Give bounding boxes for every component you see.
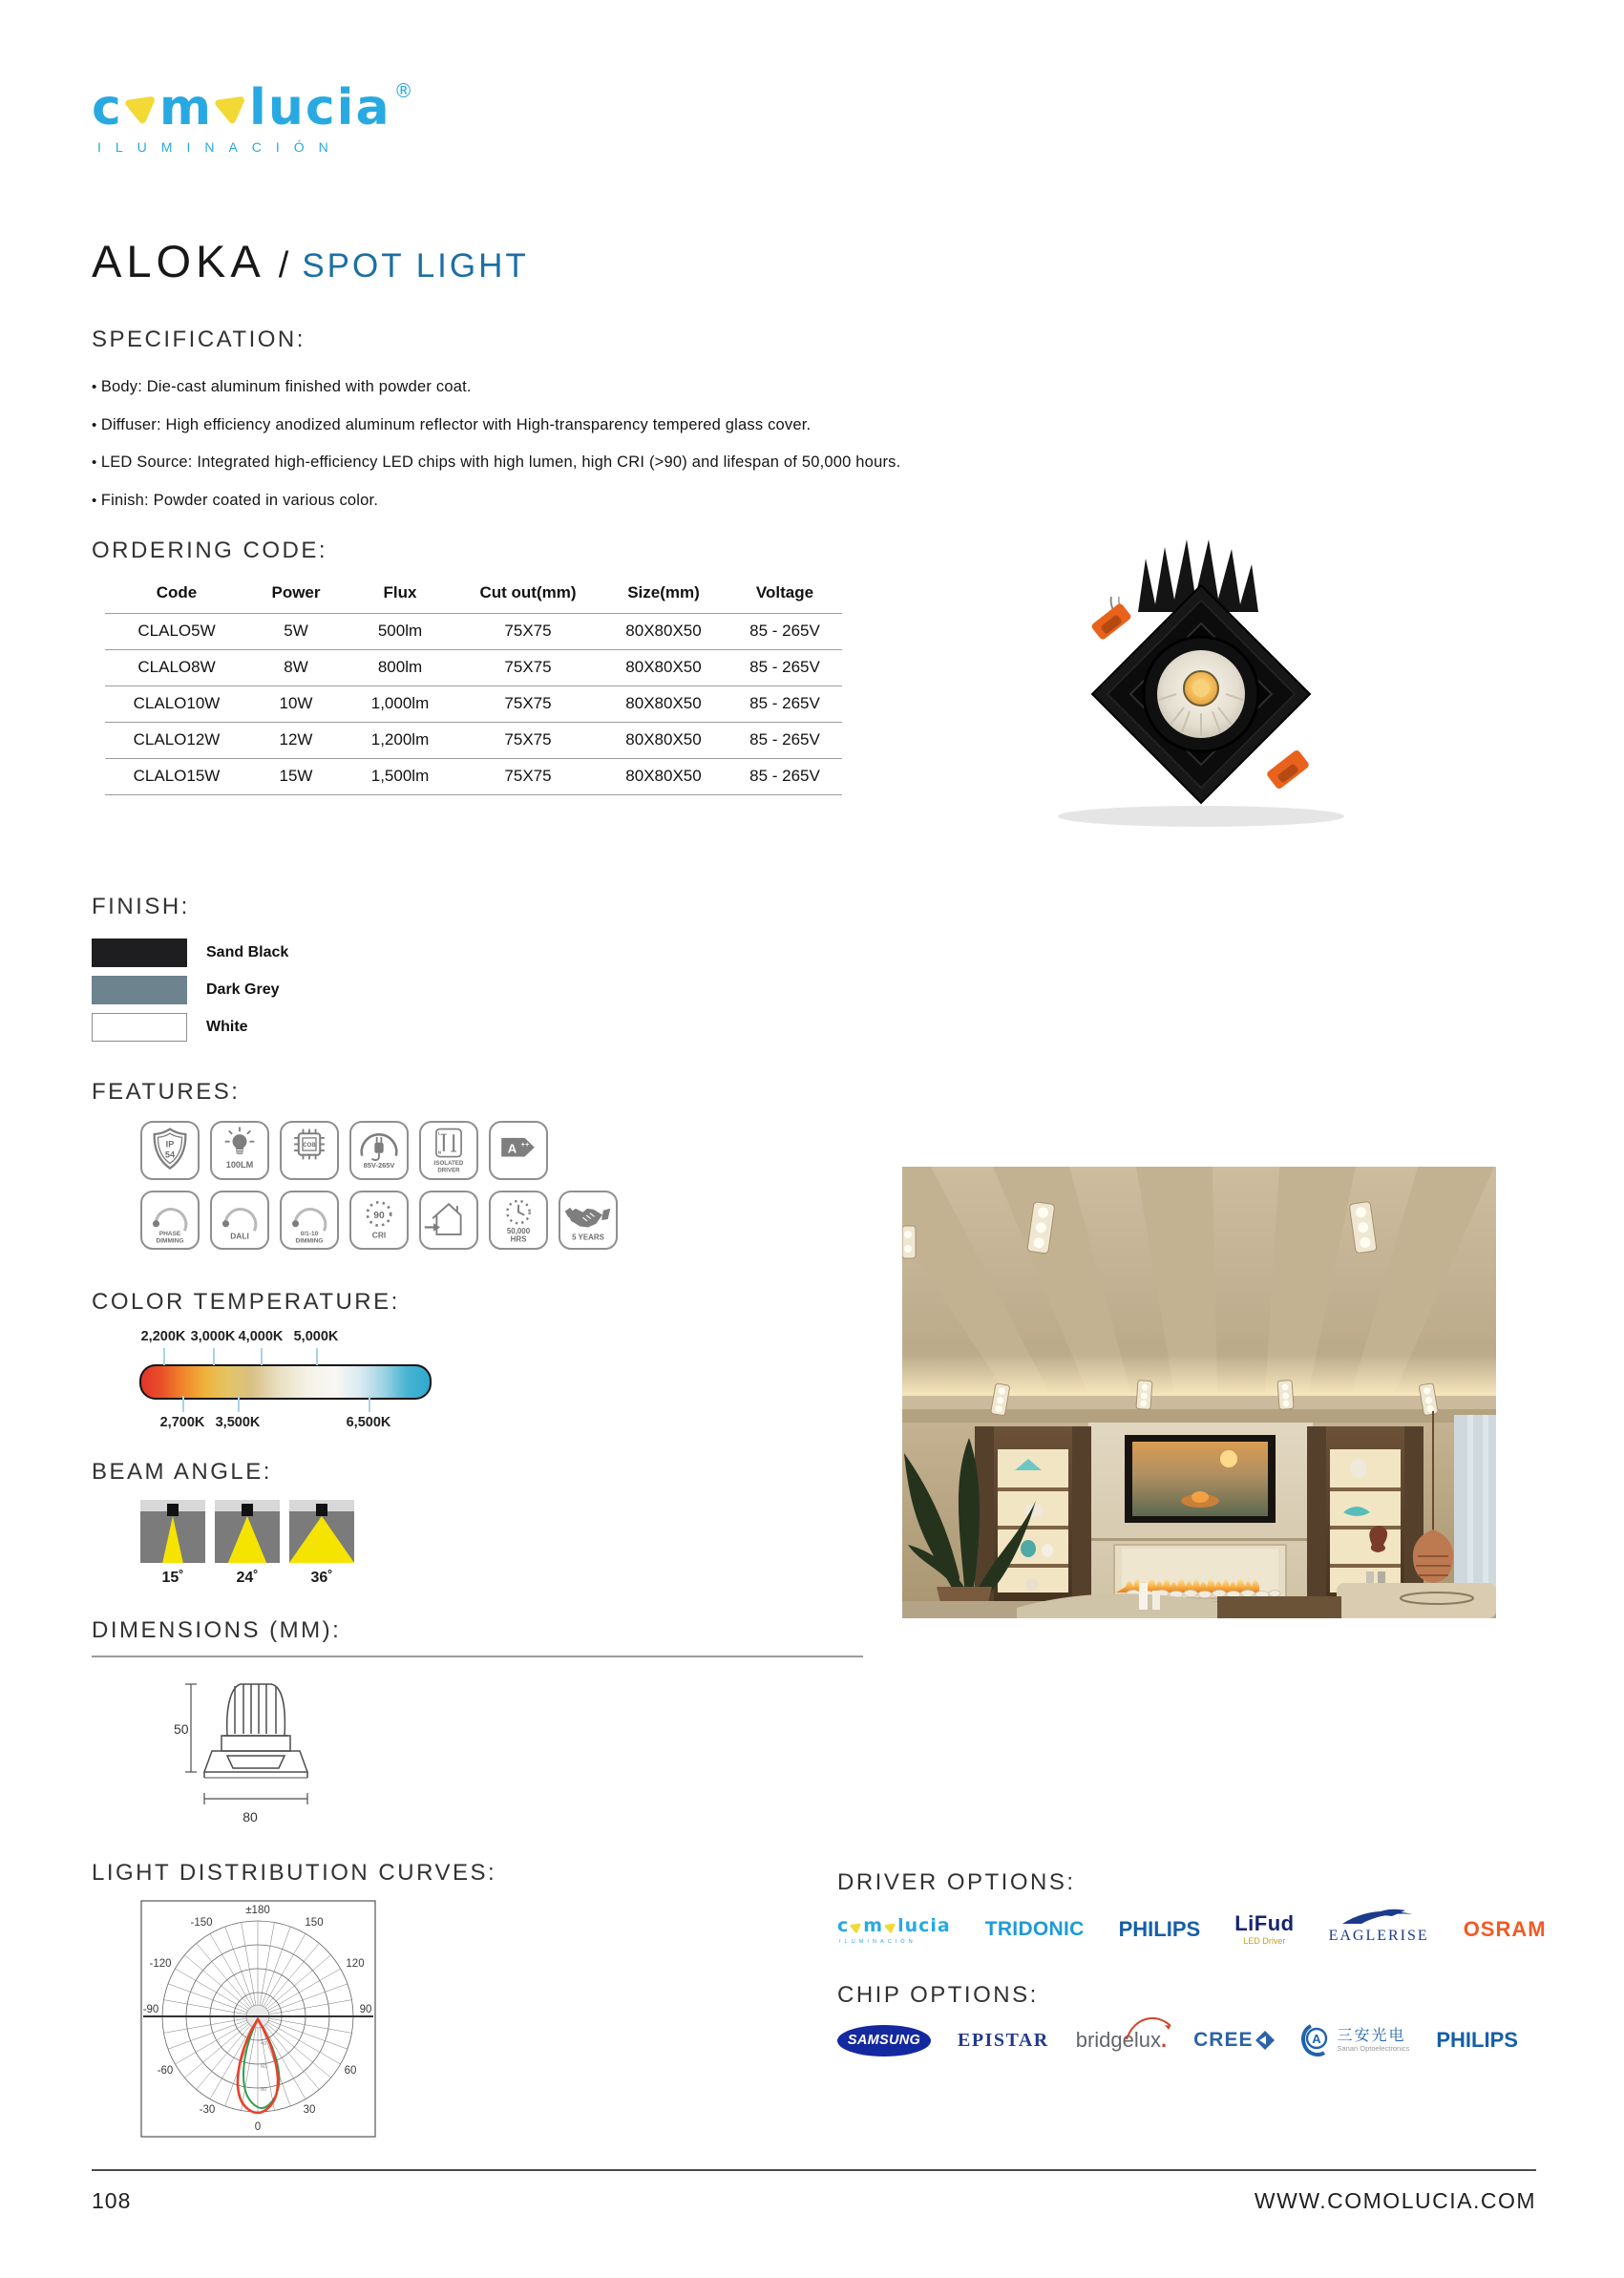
dimensions-section: [92, 1617, 867, 1840]
svg-text:ISOLATED: ISOLATED: [433, 1159, 464, 1167]
polar-label: 60: [344, 2065, 357, 2077]
beam-angle-section: [92, 1459, 354, 1587]
footer-divider: [92, 2169, 1536, 2171]
logo-triangle-icon: [211, 84, 252, 138]
polar-label: 120: [346, 1958, 365, 1970]
polar-label: 150: [305, 1917, 324, 1929]
driver-options-section: [837, 1869, 1547, 1946]
svg-text:50,000: 50,000: [506, 1227, 531, 1236]
sanan-a-icon: [1301, 2024, 1330, 2057]
light-distribution-heading: LIGHT DISTRIBUTION CURVES:: [92, 1860, 497, 1886]
table-cell: 1,500lm: [344, 759, 456, 795]
dimensions-heading: DIMENSIONS (MM):: [92, 1617, 342, 1643]
table-cell: 80X80X50: [600, 759, 728, 795]
cree-logo: CREE: [1193, 2029, 1275, 2052]
svg-text:L: L: [438, 1130, 441, 1136]
column-header: Code: [156, 583, 198, 601]
epistar-logo: EPISTAR: [958, 2029, 1049, 2051]
voltage-feature-icon: [349, 1121, 409, 1180]
table-cell: CLALO5W: [105, 614, 248, 650]
beam-angle-item: [215, 1500, 280, 1587]
specification-list: [92, 369, 1237, 519]
logo-letter: m: [158, 79, 214, 137]
table-cell: 1,000lm: [344, 686, 456, 723]
finish-option: [92, 971, 288, 1008]
logo-letter: lucia: [249, 79, 391, 137]
beam-angle-diagram: [289, 1500, 354, 1563]
beam-angle-items: [140, 1500, 354, 1587]
table-cell: 1,200lm: [344, 723, 456, 759]
width-dimension: 80: [243, 1809, 258, 1825]
beam-angle-diagram: [140, 1500, 205, 1563]
kelvin-label: 5,000K: [293, 1329, 339, 1344]
table-cell: 5W: [248, 614, 344, 650]
dial-feature-icon: [280, 1191, 339, 1250]
dimension-drawing: [174, 1673, 355, 1835]
svg-text:85V-265V: 85V-265V: [363, 1161, 395, 1171]
comolucia-logo: c m lucia ILUMINACIÓN: [837, 1915, 951, 1945]
table-cell: CLALO8W: [105, 650, 248, 686]
bridgelux-arc-icon: [1125, 2013, 1174, 2047]
isolated-feature-icon: [419, 1121, 478, 1180]
polar-label: 0: [254, 2121, 262, 2133]
finish-section: [92, 894, 288, 1045]
mounting-clip: [1090, 602, 1132, 641]
energy-feature-icon: [489, 1121, 548, 1180]
driver-logos: [837, 1911, 1547, 1946]
chip-logos: [837, 2024, 1582, 2057]
finish-swatch: [92, 939, 187, 967]
beam-angle-label: 36˚: [310, 1570, 333, 1586]
spec-bullet: • Diffuser: High efficiency anodized aluminum reflector with High-transparency tempered glass cover.: [92, 407, 1237, 445]
driver-options-heading: DRIVER OPTIONS:: [837, 1869, 1076, 1895]
features-section: [92, 1079, 618, 1260]
table-row: [105, 650, 842, 686]
svg-text:DALI: DALI: [230, 1231, 249, 1241]
handshake-feature-icon: [559, 1191, 618, 1250]
product-photo: [1031, 509, 1375, 838]
chip-options-section: [837, 1982, 1582, 2057]
column-header: Cut out(mm): [479, 583, 577, 601]
table-cell: 12W: [248, 723, 344, 759]
lumen-feature-icon: [210, 1121, 269, 1180]
beam-angle-heading: BEAM ANGLE:: [92, 1459, 272, 1485]
philips-logo: PHILIPS: [1118, 1917, 1201, 1941]
finish-label: Sand Black: [206, 943, 289, 960]
section-divider: [92, 1656, 863, 1657]
table-cell: 8W: [248, 650, 344, 686]
beam-angle-diagram: [215, 1500, 280, 1563]
bridgelux-logo: bridgelux.: [1076, 2028, 1167, 2053]
polar-chart: [140, 1900, 377, 2139]
color-temperature-gradient: [139, 1364, 432, 1400]
svg-text:5 YEARS: 5 YEARS: [572, 1233, 604, 1242]
svg-text:100LM: 100LM: [225, 1160, 254, 1171]
finish-option: [92, 934, 288, 971]
kelvin-label: 6,500K: [346, 1415, 391, 1430]
dial-feature-icon: [140, 1191, 200, 1250]
chip-options-heading: CHIP OPTIONS:: [837, 1982, 1039, 2008]
cree-diamond-icon: [1255, 2031, 1275, 2050]
table-cell: 75X75: [456, 723, 600, 759]
kelvin-tick: [163, 1348, 165, 1365]
product-category: SPOT LIGHT: [302, 247, 529, 285]
table-cell: 10W: [248, 686, 344, 723]
finish-label: White: [206, 1018, 248, 1035]
ordering-section: [92, 538, 842, 795]
sanan-logo: A 三安光电 Sanan Optoelectronics: [1301, 2024, 1409, 2057]
tridonic-logo: TRIDONIC: [984, 1918, 1085, 1940]
ordering-table: [105, 574, 842, 795]
dial-feature-icon: [210, 1191, 269, 1250]
svg-text:++: ++: [520, 1139, 530, 1149]
table-cell: 15W: [248, 759, 344, 795]
table-cell: 75X75: [456, 614, 600, 650]
spec-bullet: • LED Source: Integrated high-efficiency LED chips with high lumen, high CRI (>90) and lifespan of 50,000 hours.: [92, 444, 1237, 482]
polar-label: -60: [157, 2065, 174, 2077]
svg-text:80: 80: [261, 2087, 267, 2093]
polar-label: ±180: [245, 1905, 270, 1916]
table-cell: 75X75: [456, 686, 600, 723]
brand-logo: [92, 79, 415, 155]
page-title: [92, 235, 529, 287]
polar-label: -150: [190, 1917, 213, 1929]
osram-logo: OSRAM: [1463, 1917, 1547, 1941]
table-cell: 85 - 265V: [728, 686, 842, 723]
svg-text:N: N: [437, 1150, 442, 1155]
eagle-icon: [1337, 1907, 1419, 1932]
features-row-2: [140, 1191, 618, 1250]
ordering-heading: ORDERING CODE:: [92, 538, 328, 563]
svg-text:COB: COB: [303, 1142, 316, 1149]
title-separator: /: [278, 245, 289, 285]
header-row: [105, 574, 842, 614]
cob-feature-icon: [280, 1121, 339, 1180]
column-header: Flux: [383, 583, 417, 601]
polar-label: 90: [359, 2004, 372, 2015]
website-link[interactable]: WWW.COMOLUCIA.COM: [1254, 2188, 1536, 2213]
indoor-feature-icon: [419, 1191, 478, 1250]
table-cell: 85 - 265V: [728, 759, 842, 795]
height-dimension: 50: [174, 1721, 189, 1737]
finish-options: [92, 934, 288, 1045]
column-header: Size(mm): [627, 583, 700, 601]
registered-mark: ®: [393, 79, 415, 102]
samsung-logo: SAMSUNG: [837, 2025, 931, 2057]
features-heading: FEATURES:: [92, 1079, 241, 1105]
finish-heading: FINISH:: [92, 894, 190, 919]
table-row: [105, 686, 842, 723]
kelvin-tick: [261, 1348, 263, 1365]
table-row: [105, 614, 842, 650]
product-shadow: [1058, 806, 1344, 827]
page-number: 108: [92, 2188, 132, 2213]
table-cell: 85 - 265V: [728, 723, 842, 759]
svg-text:40: 40: [261, 2041, 267, 2047]
svg-text:IP: IP: [165, 1139, 175, 1150]
brand-subtitle: ILUMINACIÓN: [97, 139, 343, 155]
polar-label: 30: [303, 2104, 316, 2116]
led-center: [1192, 680, 1210, 697]
column-header: Power: [271, 583, 321, 601]
svg-text:0/1-10: 0/1-10: [300, 1230, 319, 1237]
svg-text:PHASE: PHASE: [158, 1230, 181, 1237]
color-temperature-section: [92, 1289, 531, 1451]
svg-text:90: 90: [373, 1210, 385, 1221]
kelvin-tick: [316, 1348, 318, 1365]
table-cell: 80X80X50: [600, 614, 728, 650]
column-header: Voltage: [755, 583, 814, 601]
svg-text:60: 60: [261, 2064, 267, 2070]
beam-angle-item: [289, 1500, 354, 1587]
cri-feature-icon: [349, 1191, 409, 1250]
spec-bullet: • Finish: Powder coated in various color.: [92, 482, 1237, 520]
polar-label: -90: [142, 2004, 159, 2015]
philips-logo: PHILIPS: [1436, 2028, 1518, 2052]
ordering-table-head: [105, 574, 842, 614]
light-distribution-section: [92, 1860, 496, 2143]
kelvin-label: 2,700K: [159, 1415, 205, 1430]
eaglerise-logo: EAGLERISE: [1329, 1914, 1429, 1945]
beam-angle-label: 24˚: [236, 1570, 259, 1586]
finish-swatch: [92, 976, 187, 1004]
brand-wordmark: [92, 79, 415, 137]
kelvin-label: 3,000K: [190, 1329, 236, 1344]
table-cell: 500lm: [344, 614, 456, 650]
svg-text:DIMMING: DIMMING: [156, 1237, 184, 1245]
spec-bullet: • Body: Die-cast aluminum finished with powder coat.: [92, 369, 1237, 407]
lifestyle-photo: [902, 1167, 1496, 1618]
beam-angle-item: [140, 1500, 205, 1587]
kelvin-tick: [238, 1396, 240, 1412]
finish-option: [92, 1008, 288, 1045]
hours-feature-icon: [489, 1191, 548, 1250]
svg-text:DIMMING: DIMMING: [295, 1237, 324, 1245]
specification-heading: SPECIFICATION:: [92, 327, 306, 352]
table-row: [105, 723, 842, 759]
svg-text:DRIVER: DRIVER: [437, 1167, 460, 1174]
logo-triangle-icon: [120, 84, 161, 138]
table-cell: 75X75: [456, 759, 600, 795]
svg-text:HRS: HRS: [510, 1234, 527, 1244]
lifud-logo: LiFud LED Driver: [1234, 1911, 1295, 1946]
kelvin-tick: [213, 1348, 215, 1365]
table-cell: 75X75: [456, 650, 600, 686]
color-temperature-heading: COLOR TEMPERATURE:: [92, 1289, 400, 1315]
table-cell: 80X80X50: [600, 650, 728, 686]
svg-text:A: A: [507, 1141, 517, 1156]
kelvin-label: 4,000K: [238, 1329, 284, 1344]
kelvin-label: 2,200K: [140, 1329, 186, 1344]
table-cell: 800lm: [344, 650, 456, 686]
finish-label: Dark Grey: [206, 981, 280, 998]
svg-text:54: 54: [164, 1150, 176, 1160]
mounting-clip: [1266, 749, 1311, 790]
kelvin-tick: [182, 1396, 184, 1412]
polar-label: -30: [199, 2104, 216, 2116]
product-name: ALOKA: [92, 236, 265, 286]
finish-swatch: [92, 1013, 187, 1042]
ordering-table-body: [105, 614, 842, 795]
kelvin-tick: [369, 1396, 370, 1412]
table-cell: 85 - 265V: [728, 650, 842, 686]
specification-section: [92, 327, 1237, 519]
beam-angle-label: 15˚: [161, 1570, 184, 1586]
kelvin-label: 3,500K: [215, 1415, 261, 1430]
table-cell: CLALO10W: [105, 686, 248, 723]
svg-text:A: A: [1312, 2032, 1322, 2046]
svg-text:CRI: CRI: [371, 1230, 387, 1240]
polar-label: -120: [149, 1958, 172, 1970]
features-row-1: [140, 1121, 618, 1180]
logo-letter: c: [92, 79, 123, 137]
table-cell: CLALO12W: [105, 723, 248, 759]
table-cell: 80X80X50: [600, 686, 728, 723]
table-cell: 85 - 265V: [728, 614, 842, 650]
table-cell: CLALO15W: [105, 759, 248, 795]
table-row: [105, 759, 842, 795]
ip54-feature-icon: [140, 1121, 200, 1180]
table-cell: 80X80X50: [600, 723, 728, 759]
